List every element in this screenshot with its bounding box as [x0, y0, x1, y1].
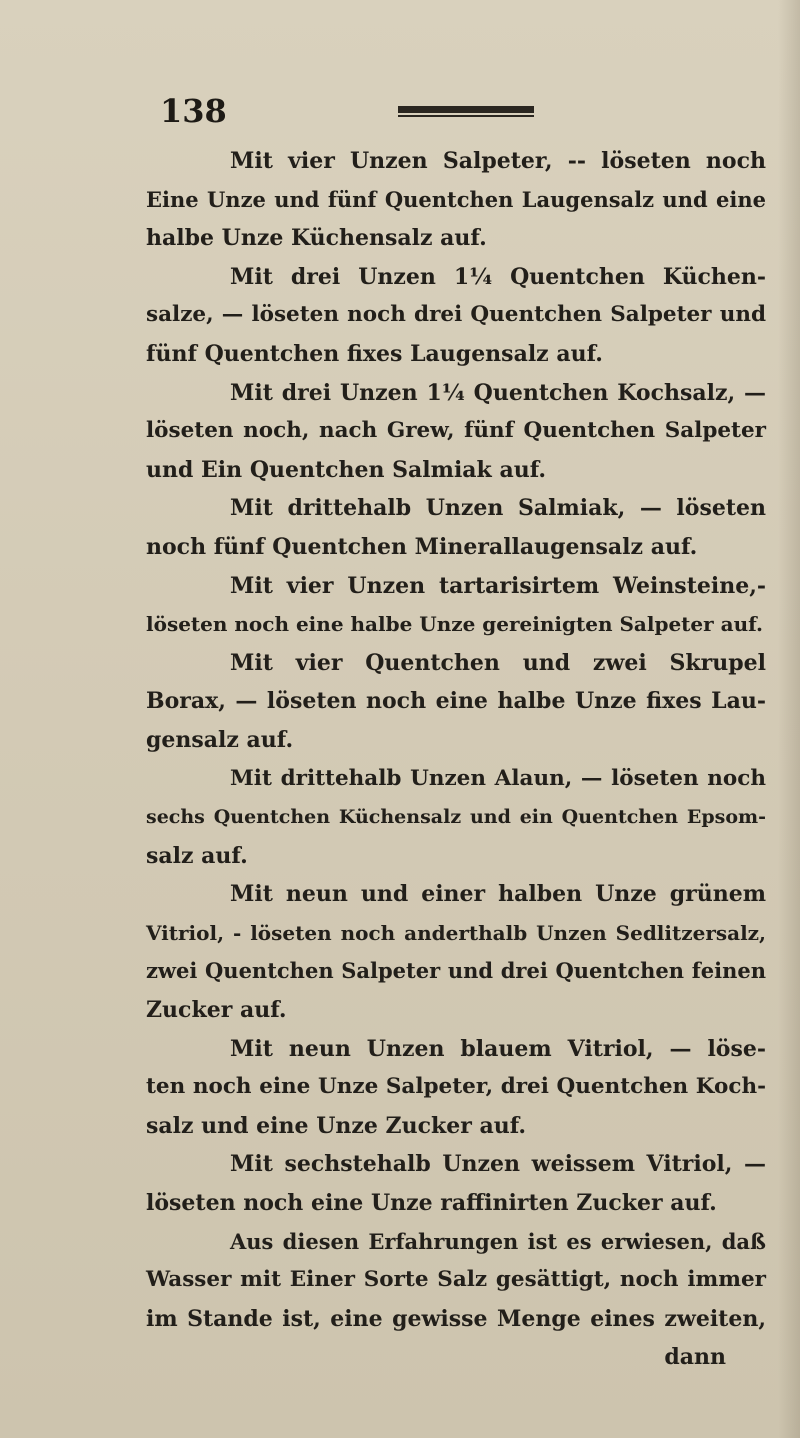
header-rule-thin — [398, 115, 534, 117]
text-line: Mit vier Unzen tartarisirtem Weinsteine,- — [230, 572, 766, 599]
text-line: Borax, — löseten noch eine halbe Unze fixes Lau- — [146, 688, 766, 715]
text-line: löseten noch eine Unze raffinirten Zucker auf. — [146, 1190, 717, 1217]
text-line: Wasser mit Einer Sorte Salz gesättigt, noch immer — [146, 1267, 766, 1293]
text-line: Mit vier Quentchen und zwei Skrupel — [230, 649, 766, 676]
text-line: sechs Quentchen Küchensalz und ein Quentchen Epsom- — [146, 806, 766, 829]
text-line: gensalz auf. — [146, 726, 294, 753]
catchword: dann — [664, 1344, 726, 1371]
text-line: Mit drei Unzen 1¼ Quentchen Küchen- — [230, 263, 766, 290]
text-line: Mit drittehalb Unzen Alaun, — löseten noch — [230, 765, 766, 791]
text-line: noch fünf Quentchen Minerallaugensalz auf. — [146, 533, 698, 560]
text-line: zwei Quentchen Salpeter und drei Quentchen feinen — [146, 958, 766, 984]
text-line: Zucker auf. — [146, 997, 287, 1024]
text-line: salze, — löseten noch drei Quentchen Salpeter und — [146, 302, 766, 328]
text-line: Mit drittehalb Unzen Salmiak, — löseten — [230, 495, 766, 522]
text-line: Mit sechstehalb Unzen weissem Vitriol, — — [230, 1151, 766, 1178]
text-line: Mit drei Unzen 1¼ Quentchen Kochsalz, — — [230, 379, 766, 406]
text-line: Aus diesen Erfahrungen ist es erwiesen, daß — [230, 1228, 766, 1254]
text-line: Mit neun Unzen blauem Vitriol, — löse- — [230, 1035, 766, 1062]
text-line: und Ein Quentchen Salmiak auf. — [146, 456, 547, 483]
text-line: halbe Unze Küchensalz auf. — [146, 225, 487, 252]
text-line: salz auf. — [146, 842, 248, 869]
body-text — [146, 142, 766, 1377]
text-line: löseten noch, nach Grew, fünf Quentchen Salpeter — [146, 418, 766, 444]
page-number: 138 — [160, 92, 227, 130]
header-rule — [398, 106, 534, 118]
text-line: Mit vier Unzen Salpeter, -- löseten noch — [230, 148, 766, 174]
text-line: Vitriol, - löseten noch anderthalb Unzen Sedlitzersalz, — [146, 920, 766, 945]
text-line: Eine Unze und fünf Quentchen Laugensalz und eine — [146, 186, 766, 212]
text-line: löseten noch eine halbe Unze gereinigten Salpeter auf. — [146, 612, 763, 637]
text-line: im Stande ist, eine gewisse Menge eines zweiten, — [146, 1305, 766, 1332]
text-line: Mit neun und einer halben Unze grünem — [230, 881, 766, 908]
page-edge-shadow — [778, 0, 800, 1438]
header-rule-thick — [398, 106, 534, 113]
text-line: ten noch eine Unze Salpeter, drei Quentchen Koch- — [146, 1074, 766, 1100]
text-line: fünf Quentchen fixes Laugensalz auf. — [146, 340, 603, 367]
text-line: salz und eine Unze Zucker auf. — [146, 1112, 527, 1139]
